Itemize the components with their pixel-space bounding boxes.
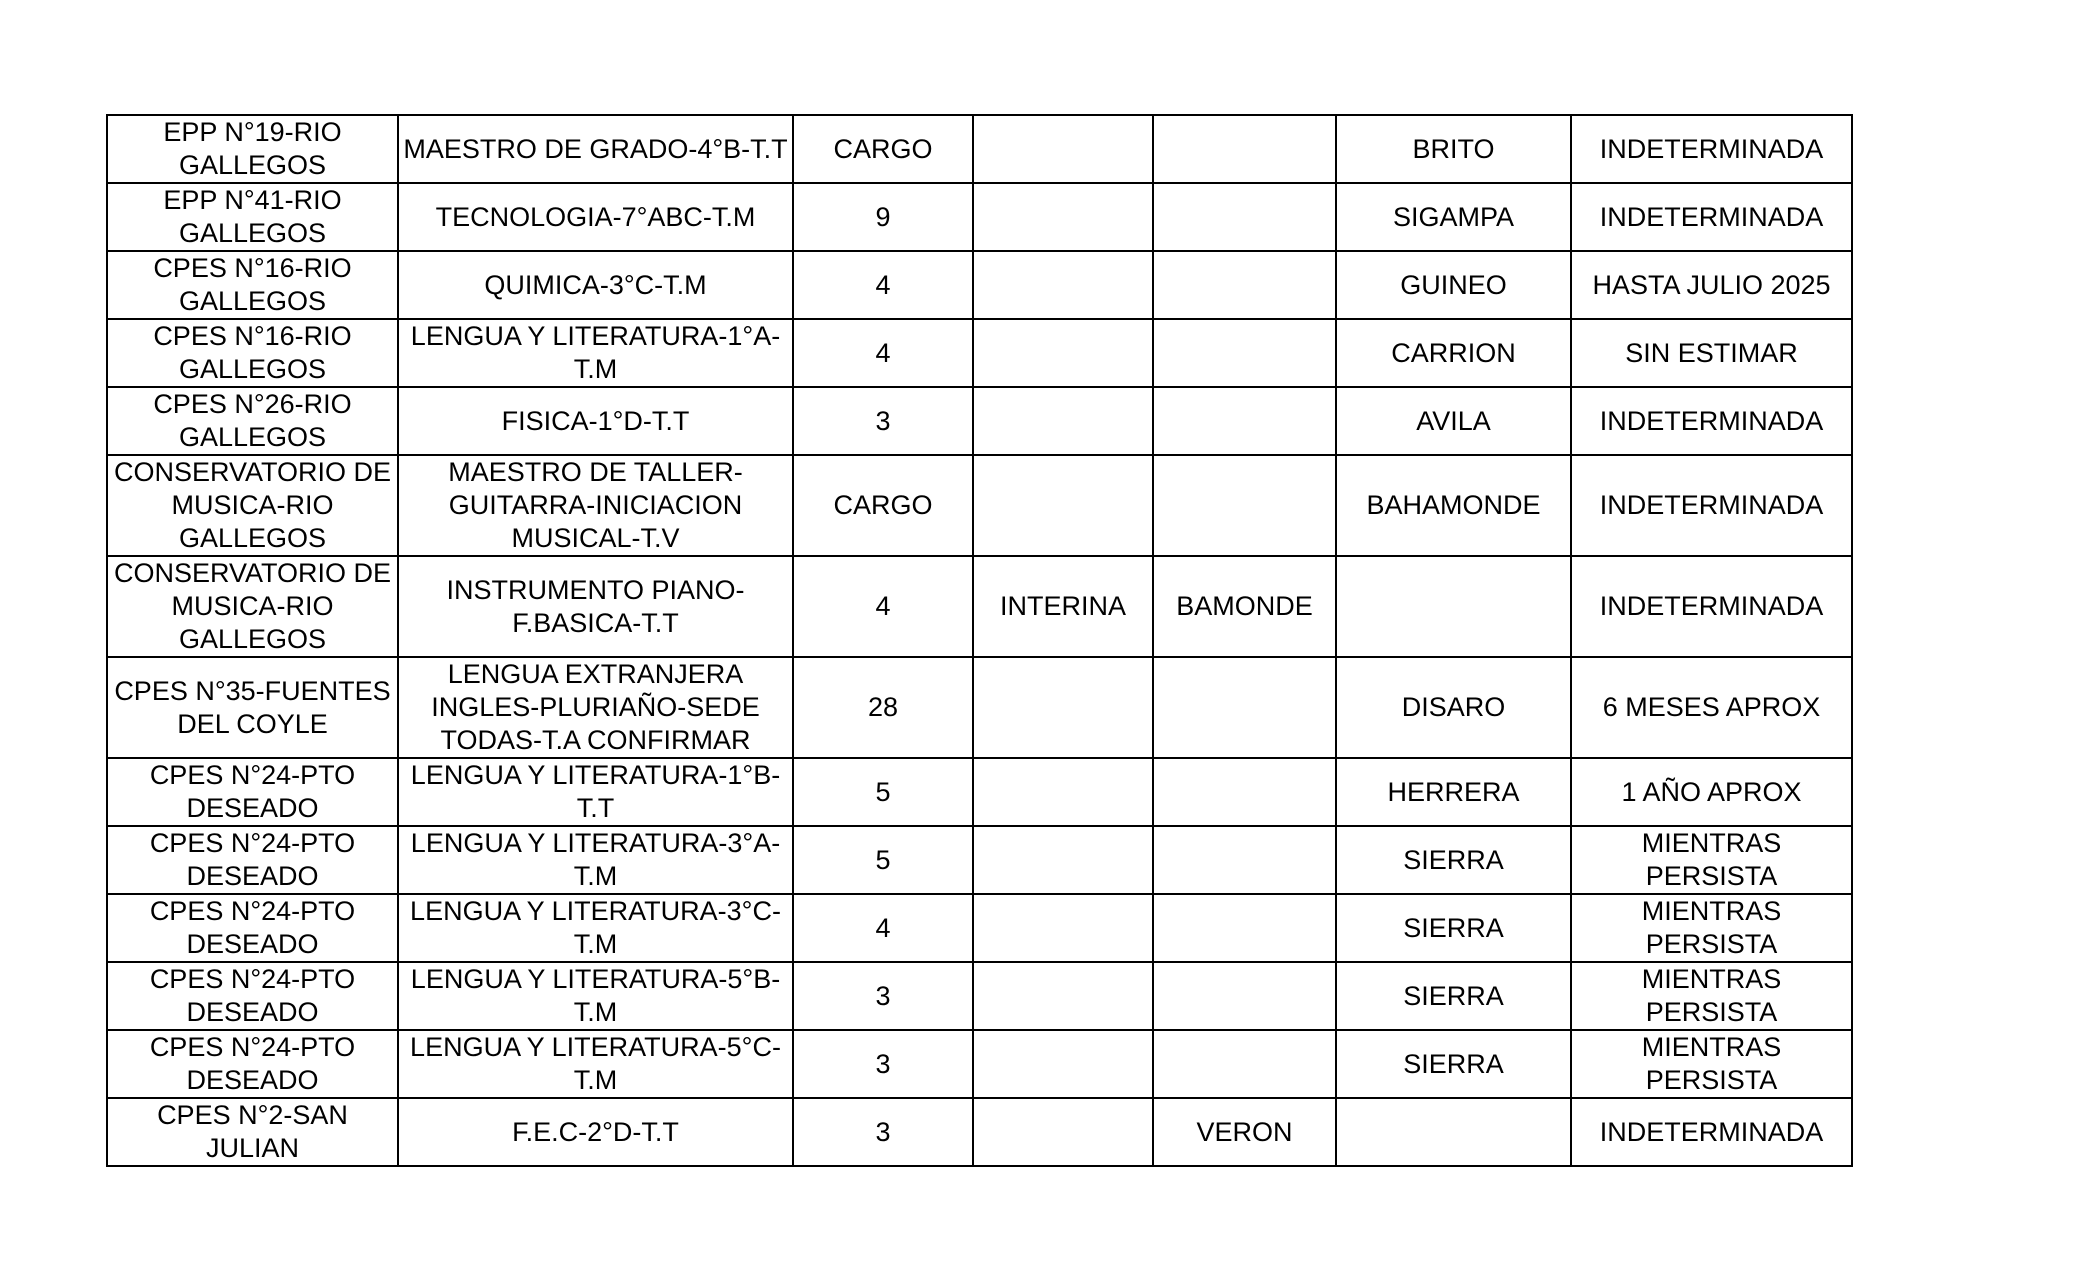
duration-cell: INDETERMINADA [1571,1098,1852,1166]
duration-cell: MIENTRAS PERSISTA [1571,894,1852,962]
replaced-cell: AVILA [1336,387,1571,455]
status-cell: INTERINA [973,556,1153,657]
replaced-cell: CARRION [1336,319,1571,387]
subject-cell: F.E.C-2°D-T.T [398,1098,793,1166]
hours-cell: 4 [793,251,973,319]
subject-cell: INSTRUMENTO PIANO-F.BASICA-T.T [398,556,793,657]
table-row [107,455,1852,556]
status-cell [973,1098,1153,1166]
hours-cell: 5 [793,758,973,826]
status-cell [973,455,1153,556]
status-cell [973,115,1153,183]
hours-cell: 4 [793,319,973,387]
replaced-cell: SIERRA [1336,826,1571,894]
status-cell [973,962,1153,1030]
subject-cell: LENGUA Y LITERATURA-3°C-T.M [398,894,793,962]
duration-cell: 1 AÑO APROX [1571,758,1852,826]
replaced-cell: SIERRA [1336,1030,1571,1098]
table-row [107,251,1852,319]
holder-cell [1153,115,1336,183]
duration-cell: SIN ESTIMAR [1571,319,1852,387]
duration-cell: INDETERMINADA [1571,387,1852,455]
table-row [107,826,1852,894]
status-cell [973,758,1153,826]
holder-cell [1153,319,1336,387]
replaced-cell: BRITO [1336,115,1571,183]
subject-cell: LENGUA Y LITERATURA-3°A-T.M [398,826,793,894]
table-row [107,758,1852,826]
school-cell: CPES N°24-PTO DESEADO [107,758,398,826]
table-row [107,894,1852,962]
subject-cell: TECNOLOGIA-7°ABC-T.M [398,183,793,251]
subject-cell: MAESTRO DE GRADO-4°B-T.T [398,115,793,183]
holder-cell [1153,758,1336,826]
replaced-cell: DISARO [1336,657,1571,758]
duration-cell: HASTA JULIO 2025 [1571,251,1852,319]
table-row [107,387,1852,455]
hours-cell: 3 [793,1030,973,1098]
school-cell: CONSERVATORIO DE MUSICA-RIO GALLEGOS [107,556,398,657]
duration-cell: INDETERMINADA [1571,115,1852,183]
table-row [107,183,1852,251]
table-row [107,556,1852,657]
holder-cell [1153,455,1336,556]
table-row [107,319,1852,387]
replaced-cell [1336,1098,1571,1166]
school-cell: CPES N°24-PTO DESEADO [107,894,398,962]
school-cell: CPES N°2-SAN JULIAN [107,1098,398,1166]
school-cell: CPES N°16-RIO GALLEGOS [107,251,398,319]
subject-cell: LENGUA Y LITERATURA-1°B-T.T [398,758,793,826]
subject-cell: LENGUA EXTRANJERA INGLES-PLURIAÑO-SEDE TODAS-T.A CONFIRMAR [398,657,793,758]
subject-cell: LENGUA Y LITERATURA-5°B-T.M [398,962,793,1030]
table-row [107,115,1852,183]
holder-cell: VERON [1153,1098,1336,1166]
school-cell: EPP N°41-RIO GALLEGOS [107,183,398,251]
vacancy-table [106,114,1853,1167]
hours-cell: 3 [793,387,973,455]
replaced-cell: BAHAMONDE [1336,455,1571,556]
hours-cell: 3 [793,962,973,1030]
duration-cell: MIENTRAS PERSISTA [1571,962,1852,1030]
replaced-cell: HERRERA [1336,758,1571,826]
hours-cell: CARGO [793,455,973,556]
hours-cell: 9 [793,183,973,251]
holder-cell [1153,894,1336,962]
hours-cell: 4 [793,894,973,962]
status-cell [973,657,1153,758]
holder-cell [1153,251,1336,319]
hours-cell: 28 [793,657,973,758]
holder-cell [1153,826,1336,894]
hours-cell: 3 [793,1098,973,1166]
table-row [107,962,1852,1030]
status-cell [973,319,1153,387]
hours-cell: 4 [793,556,973,657]
school-cell: CPES N°24-PTO DESEADO [107,826,398,894]
table-row [107,657,1852,758]
table-row [107,1030,1852,1098]
replaced-cell [1336,556,1571,657]
school-cell: CPES N°35-FUENTES DEL COYLE [107,657,398,758]
subject-cell: LENGUA Y LITERATURA-5°C-T.M [398,1030,793,1098]
replaced-cell: SIERRA [1336,962,1571,1030]
duration-cell: MIENTRAS PERSISTA [1571,1030,1852,1098]
duration-cell: INDETERMINADA [1571,455,1852,556]
subject-cell: FISICA-1°D-T.T [398,387,793,455]
replaced-cell: SIERRA [1336,894,1571,962]
subject-cell: QUIMICA-3°C-T.M [398,251,793,319]
hours-cell: CARGO [793,115,973,183]
status-cell [973,1030,1153,1098]
subject-cell: MAESTRO DE TALLER-GUITARRA-INICIACION MUSICAL-T.V [398,455,793,556]
holder-cell [1153,962,1336,1030]
table-row [107,1098,1852,1166]
holder-cell: BAMONDE [1153,556,1336,657]
holder-cell [1153,387,1336,455]
school-cell: CPES N°24-PTO DESEADO [107,962,398,1030]
school-cell: EPP N°19-RIO GALLEGOS [107,115,398,183]
status-cell [973,387,1153,455]
status-cell [973,826,1153,894]
replaced-cell: SIGAMPA [1336,183,1571,251]
duration-cell: INDETERMINADA [1571,183,1852,251]
holder-cell [1153,1030,1336,1098]
holder-cell [1153,657,1336,758]
school-cell: CONSERVATORIO DE MUSICA-RIO GALLEGOS [107,455,398,556]
school-cell: CPES N°16-RIO GALLEGOS [107,319,398,387]
status-cell [973,183,1153,251]
subject-cell: LENGUA Y LITERATURA-1°A-T.M [398,319,793,387]
duration-cell: 6 MESES APROX [1571,657,1852,758]
status-cell [973,251,1153,319]
hours-cell: 5 [793,826,973,894]
duration-cell: MIENTRAS PERSISTA [1571,826,1852,894]
school-cell: CPES N°24-PTO DESEADO [107,1030,398,1098]
replaced-cell: GUINEO [1336,251,1571,319]
status-cell [973,894,1153,962]
duration-cell: INDETERMINADA [1571,556,1852,657]
school-cell: CPES N°26-RIO GALLEGOS [107,387,398,455]
holder-cell [1153,183,1336,251]
